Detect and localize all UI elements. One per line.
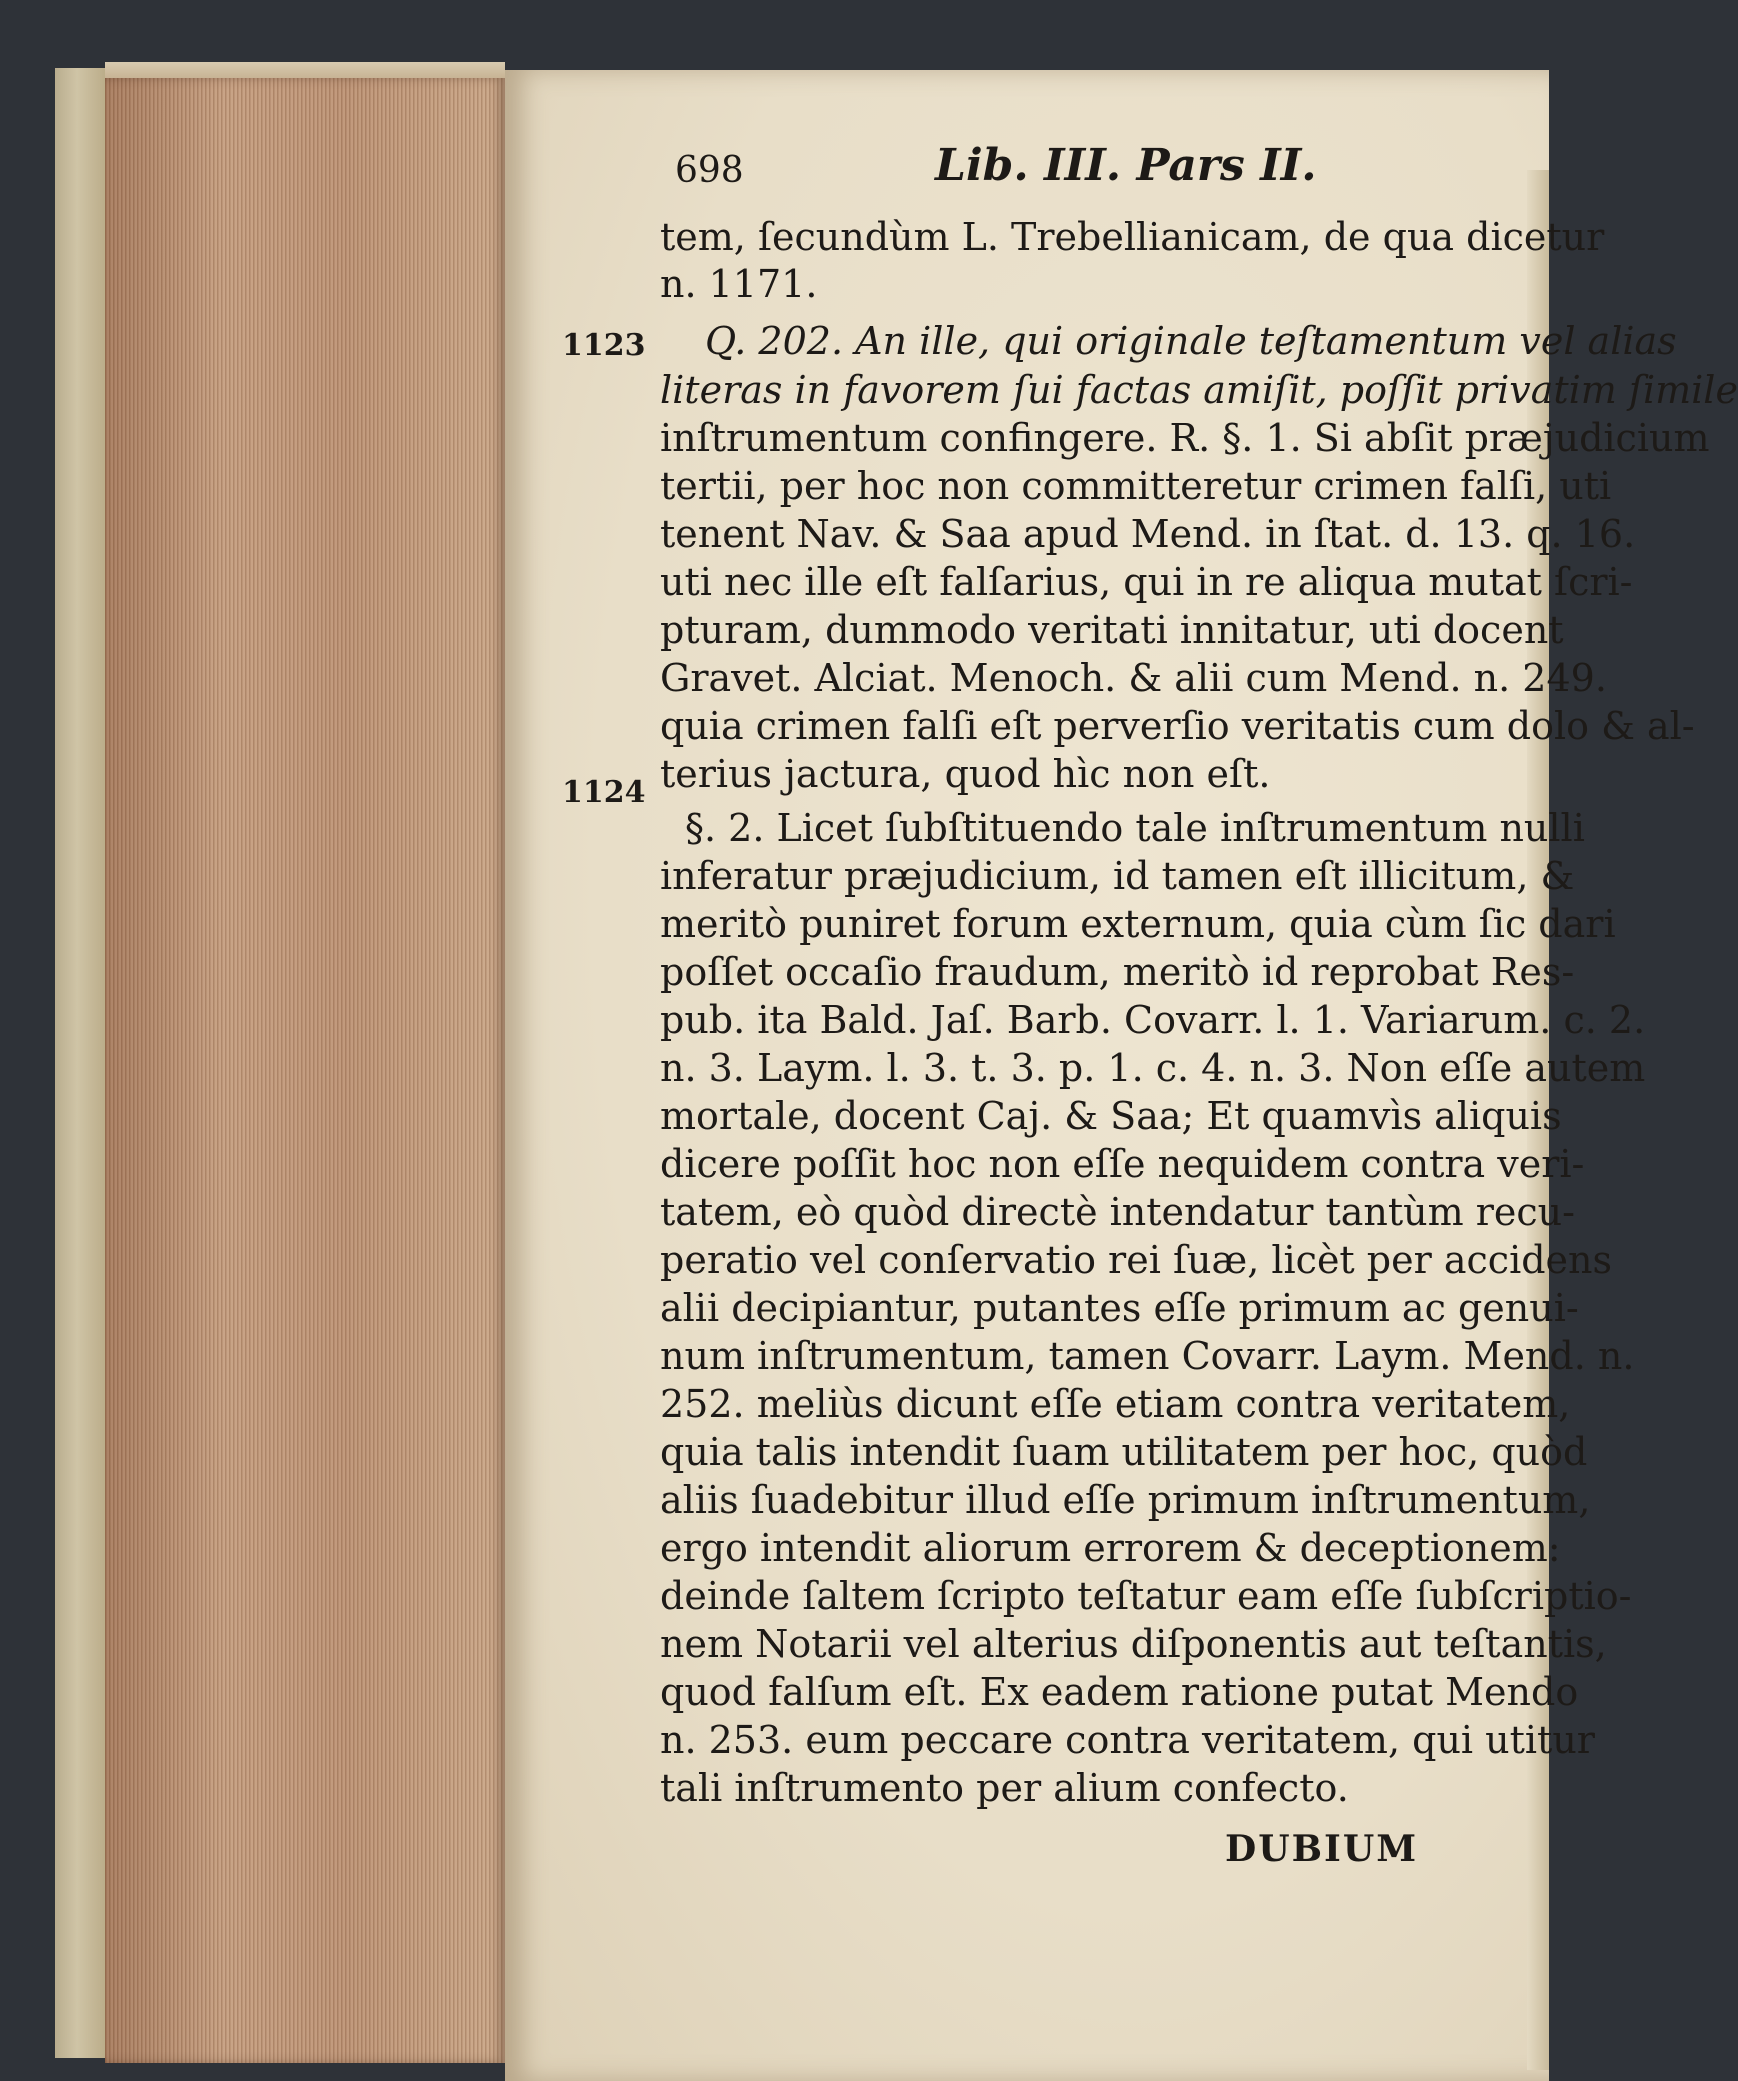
- page-number: 698: [675, 150, 744, 191]
- text-line: inſtrumentum confingere. R. §. 1. Si abſit præjudicium: [660, 416, 1710, 460]
- text-line: nem Notarii vel alterius diſponentis aut teſtantis,: [660, 1622, 1607, 1666]
- text-line: tatem, eò quòd directè intendatur tantùm recu-: [660, 1190, 1575, 1234]
- text-line: pub. ita Bald. Jaſ. Barb. Covarr. l. 1. Variarum. c. 2.: [660, 998, 1646, 1042]
- text-line: Q. 202. An ille, qui originale teſtamentum vel alias: [705, 319, 1677, 363]
- text-line: quod falſum eſt. Ex eadem ratione putat Mendo: [660, 1670, 1579, 1714]
- text-line: mortale, docent Caj. & Saa; Et quamvìs aliquis: [660, 1094, 1562, 1138]
- text-line: ergo intendit aliorum errorem & deceptionem:: [660, 1526, 1561, 1570]
- text-line: peratio vel conſervatio rei ſuæ, licèt per accidens: [660, 1238, 1613, 1282]
- text-line: tem, ſecundùm L. Trebellianicam, de qua dicetur: [660, 215, 1605, 259]
- text-line: 252. meliùs dicunt eſſe etiam contra veritatem,: [660, 1382, 1571, 1426]
- margin-number: 1123: [562, 328, 646, 363]
- text-line: poſſet occaſio fraudum, meritò id reprobat Res-: [660, 950, 1575, 994]
- text-line: literas in favorem ſui factas amiſit, poſſit privatim ſimile: [660, 368, 1738, 412]
- running-head: Lib. III. Pars II.: [935, 140, 1317, 191]
- text-line: n. 253. eum peccare contra veritatem, qui utitur: [660, 1718, 1595, 1762]
- text-line: meritò puniret forum externum, quia cùm ſic dari: [660, 902, 1616, 946]
- text-line: §. 2. Licet ſubſtituendo tale inſtrumentum nulli: [685, 806, 1585, 850]
- text-line: alii decipiantur, putantes eſſe primum ac genui-: [660, 1286, 1579, 1330]
- text-line: pturam, dummodo veritati innitatur, uti docent: [660, 608, 1564, 652]
- text-line: aliis ſuadebitur illud eſſe primum inſtrumentum,: [660, 1478, 1591, 1522]
- text-line: n. 1171.: [660, 262, 818, 306]
- text-line: quia crimen falſi eſt perverſio veritatis cum dolo & al-: [660, 704, 1695, 748]
- text-line: tenent Nav. & Saa apud Mend. in ſtat. d. 13. q. 16.: [660, 512, 1636, 556]
- text-line: quia talis intendit ſuam utilitatem per hoc, quòd: [660, 1430, 1588, 1474]
- text-line: terius jactura, quod hìc non eſt.: [660, 752, 1271, 796]
- text-line: uti nec ille eſt falſarius, qui in re aliqua mutat ſcri-: [660, 560, 1633, 604]
- text-line: tali inſtrumento per alium confecto.: [660, 1766, 1349, 1810]
- text-line: n. 3. Laym. l. 3. t. 3. p. 1. c. 4. n. 3. Non eſſe autem: [660, 1046, 1646, 1090]
- text-line: dicere poſſit hoc non eſſe nequidem contra veri-: [660, 1142, 1585, 1186]
- text-line: inferatur præjudicium, id tamen eſt illicitum, &: [660, 854, 1575, 898]
- text-line: num inſtrumentum, tamen Covarr. Laym. Mend. n.: [660, 1334, 1635, 1378]
- text-line: tertii, per hoc non committeretur crimen falſi, uti: [660, 464, 1612, 508]
- text-line: deinde ſaltem ſcripto teſtatur eam eſſe ſubſcriptio-: [660, 1574, 1632, 1618]
- margin-number: 1124: [562, 775, 646, 810]
- text-line: Gravet. Alciat. Menoch. & alii cum Mend. n. 249.: [660, 656, 1607, 700]
- catchword: DUBIUM: [1225, 1828, 1419, 1870]
